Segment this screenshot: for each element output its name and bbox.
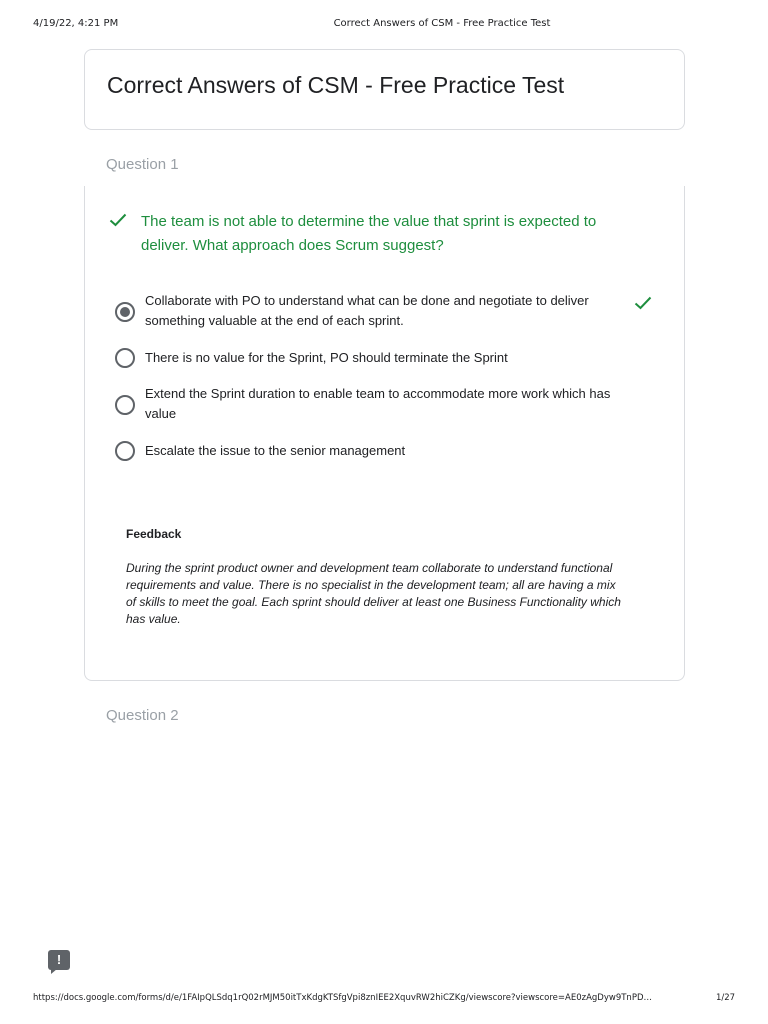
page-number: 1/27: [716, 993, 736, 1003]
print-url: https://docs.google.com/forms/d/e/1FAIpQLSdq1rQ02rMJM50itTxKdgKTSfgVpi8znIEE2XquvRW2hiCZKg/viewscore?viewscore=AE0zAgDyw9TnPD…: [33, 993, 652, 1003]
check-icon: [109, 213, 127, 227]
answer-option-label: Collaborate with PO to understand what can be done and negotiate to deliver something valuable at the end of each sprint.: [145, 293, 589, 328]
feedback-heading: Feedback: [126, 527, 182, 541]
radio-button[interactable]: [115, 395, 135, 415]
question-card: [84, 186, 685, 681]
answer-option-label: Extend the Sprint duration to enable team to accommodate more work which has value: [145, 386, 611, 421]
correct-answer-check-icon: [634, 296, 652, 310]
radio-button[interactable]: [115, 441, 135, 461]
question-text: The team is not able to determine the value that sprint is expected to deliver. What approach does Scrum suggest?: [141, 213, 597, 254]
answer-option-label: Escalate the issue to the senior management: [145, 443, 406, 458]
radio-button-selected[interactable]: [115, 302, 135, 322]
feedback-text: During the sprint product owner and development team collaborate to understand functional requirements and value. There is no specialist in the development team; all are having a mix of skills to meet the goal. Each sprint should deliver at least one Business Functionality which has value.: [126, 561, 621, 626]
section-label-question-1: Question 1: [106, 156, 179, 173]
print-header: [0, 18, 768, 32]
print-footer: [0, 993, 768, 1007]
radio-button[interactable]: [115, 348, 135, 368]
print-datetime: 4/19/22, 4:21 PM: [33, 18, 119, 29]
report-issue-icon: !: [56, 952, 62, 967]
print-document-title: Correct Answers of CSM - Free Practice Test: [333, 18, 551, 29]
section-label-question-2: Question 2: [106, 707, 179, 724]
form-title-card: [84, 49, 685, 130]
report-issue-button[interactable]: [48, 950, 70, 970]
form-title: Correct Answers of CSM - Free Practice Test: [107, 72, 565, 98]
answer-option-label: There is no value for the Sprint, PO should terminate the Sprint: [145, 350, 508, 365]
